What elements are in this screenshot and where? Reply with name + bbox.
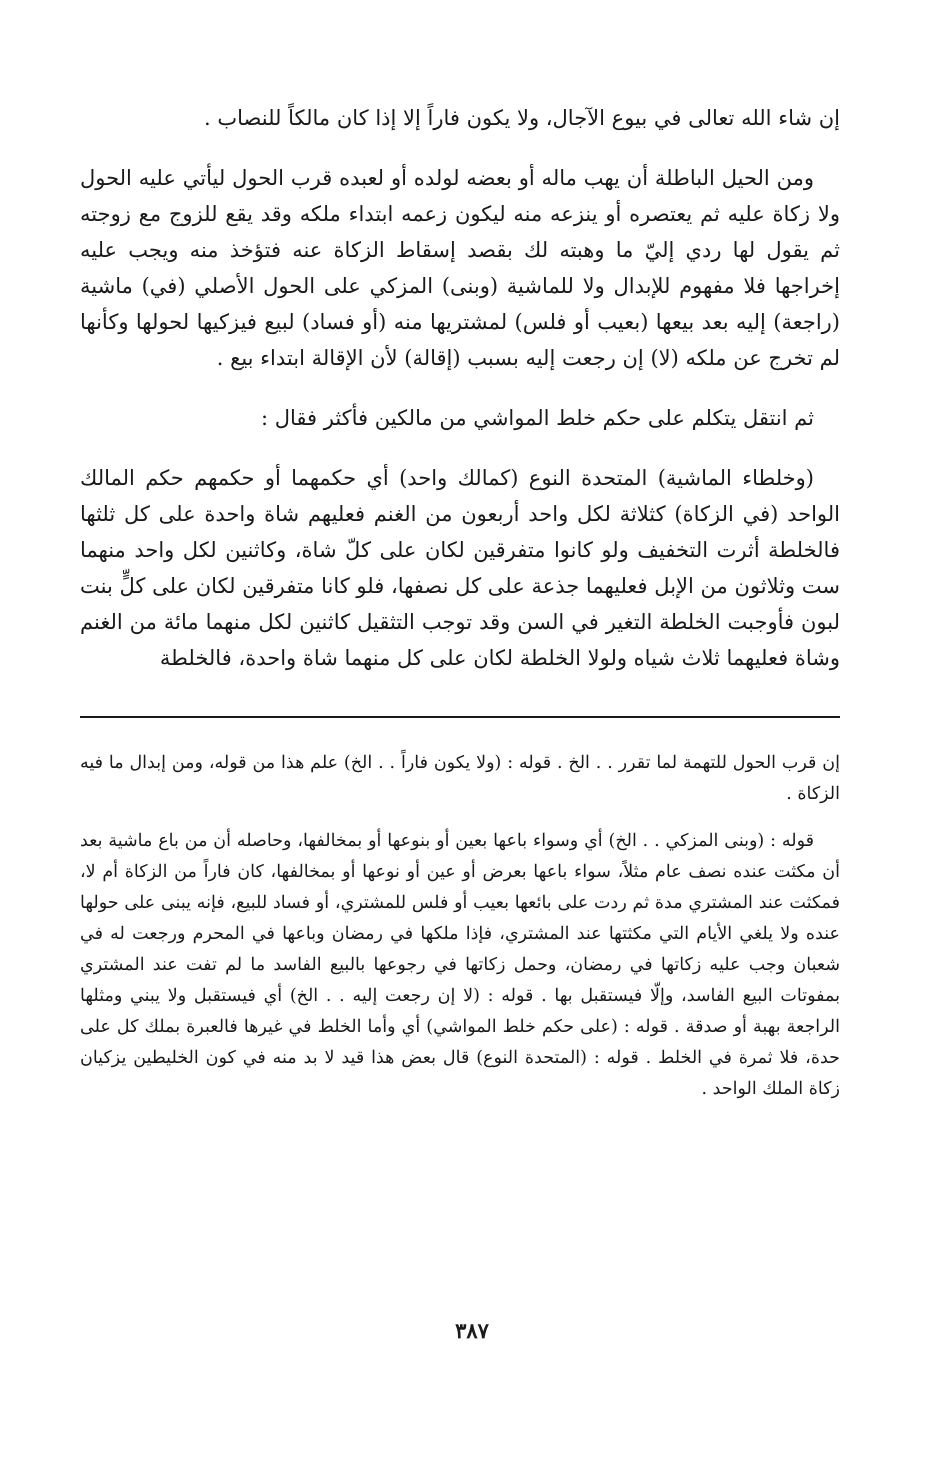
page-number: ٣٨٧ (455, 1318, 489, 1343)
main-paragraph-1: إن شاء الله تعالى في بيوع الآجال، ولا يكون فاراً إلا إذا كان مالكاً للنصاب . (204, 106, 840, 130)
commentary-notes (80, 748, 840, 1105)
note-paragraph-2: قوله : (وبنى المزكي . . الخ) أي وسواء باعها بعين أو بنوعها أو بمخالفها، وحاصله أن من باع ماشية بعد أن مكثت عنده نصف عام مثلاً، سواء باعها بعرض أو عين أو نوعها أو بمخالفها، كان فاراً من الزكاة أم لا، فمكثت عند المشتري مدة ثم ردت على بائعها بعيب أو فلس للمشتري، أو فساد للبيع، فإنه يبنى على حولها عنده ولا يلغي الأيام التي مكثتها عند المشتري، فإذا ملكها في رمضان وباعها في المحرم ورجعت له في شعبان وجب عليه زكاتها في رمضان، وحمل زكاتها في رجوعها بالبيع الفاسد ما لم تفت عند المشتري بمفوتات البيع الفاسد، وإلّا فيستقبل بها . قوله : (لا إن رجعت إليه . . الخ) أي فيستقبل ولا يبني ومثلها الراجعة بهبة أو صدقة . قوله : (على حكم خلط المواشي) أي وأما الخلط في غيرها فالعبرة بملك كل على حدة، فلا ثمرة في الخلط . قوله : (المتحدة النوع) قال بعض هذا قيد لا بد منه في كون الخليطين يزكيان زكاة الملك الواحد . (80, 831, 840, 1099)
main-text (80, 100, 840, 676)
main-paragraph-2: ومن الحيل الباطلة أن يهب ماله أو بعضه لولده أو لعبده قرب الحول ليأتي عليه الحول ولا زكاة عليه ثم يعتصره أو ينزعه منه ليكون زعمه ابتداء ملكه وقد يقع للزوج مع زوجته ثم يقول لها ردي إليّ ما وهبته لك بقصد إسقاط الزكاة عنه فتؤخذ منه ويجب عليه إخراجها فلا مفهوم للإبدال ولا للماشية (وبنى) المزكي على الحول الأصلي (في) ماشية (راجعة) إليه بعد بيعها (بعيب أو فلس) لمشتريها منه (أو فساد) لبيع فيزكيها لحولها وكأنها لم تخرج عن ملكه (لا) إن رجعت إليه بسبب (إقالة) لأن الإقالة ابتداء بيع . (80, 166, 840, 370)
note-paragraph-1: إن قرب الحول للتهمة لما تقرر . . الخ . قوله : (ولا يكون فاراً . . الخ) علم هذا من قوله، ومن إبدال ما فيه الزكاة . (80, 753, 840, 804)
footnote-divider (80, 716, 840, 718)
main-paragraph-3: ثم انتقل يتكلم على حكم خلط المواشي من مالكين فأكثر فقال : (260, 406, 814, 430)
page (80, 100, 840, 1105)
main-paragraph-4: (وخلطاء الماشية) المتحدة النوع (كمالك واحد) أي حكمهما أو حكمهم حكم المالك الواحد (في الزكاة) كثلاثة لكل واحد أربعون من الغنم فعليهم شاة واحدة على كل ثلثها فالخلطة أثرت التخفيف ولو كانوا متفرقين لكان على كلّ شاة، وكاثنين لكل واحد منهما ست وثلاثون من الإبل فعليهما جذعة على كل نصفها، فلو كانا متفرقين لكان على كلٍّ بنت لبون فأوجبت الخلطة التغير في السن وقد توجب التثقيل كاثنين لكل منهما مائة من الغنم وشاة فعليهما ثلاث شياه ولولا الخلطة لكان على كل منهما شاة واحدة، فالخلطة (80, 466, 840, 670)
